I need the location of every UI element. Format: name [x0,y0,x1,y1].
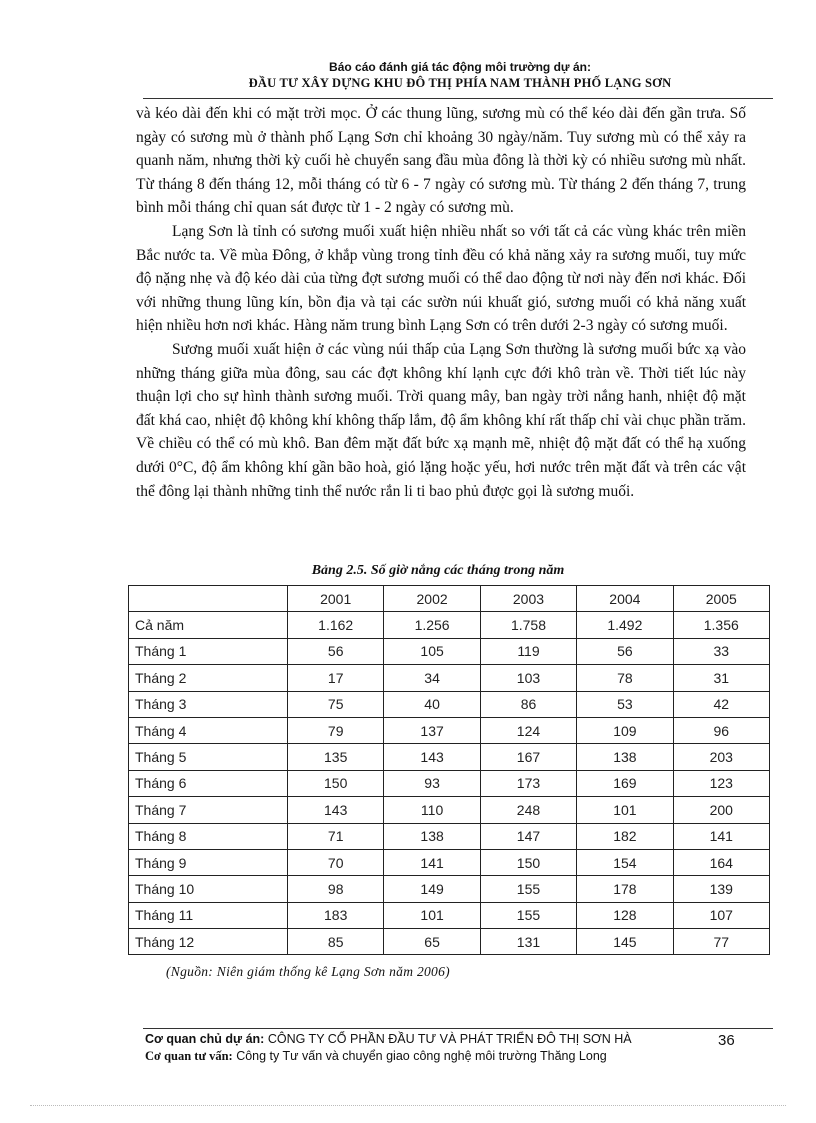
sunshine-hours-cell: 71 [288,823,384,849]
row-label: Cả năm [129,612,288,638]
sunshine-hours-cell: 155 [480,902,576,928]
sunshine-hours-cell: 139 [673,876,769,902]
year-header: 2005 [673,586,769,612]
sunshine-hours-cell: 75 [288,691,384,717]
sunshine-hours-cell: 145 [577,929,673,955]
row-label: Tháng 2 [129,665,288,691]
sunshine-hours-cell: 147 [480,823,576,849]
sunshine-hours-cell: 101 [577,797,673,823]
row-label: Tháng 3 [129,691,288,717]
sunshine-hours-cell: 1.162 [288,612,384,638]
sunshine-hours-cell: 138 [384,823,480,849]
footer-divider [143,1028,773,1029]
header-divider [143,98,773,99]
sunshine-hours-cell: 143 [288,797,384,823]
row-label: Tháng 10 [129,876,288,902]
sunshine-hours-cell: 77 [673,929,769,955]
sunshine-hours-cell: 103 [480,665,576,691]
sunshine-hours-cell: 1.356 [673,612,769,638]
sunshine-hours-cell: 200 [673,797,769,823]
footer-consultant-value: Công ty Tư vấn và chuyển giao công nghệ môi trường Thăng Long [236,1049,607,1063]
year-header: 2003 [480,586,576,612]
sunshine-hours-cell: 248 [480,797,576,823]
sunshine-hours-cell: 124 [480,717,576,743]
sunshine-hours-cell: 138 [577,744,673,770]
sunshine-hours-cell: 123 [673,770,769,796]
row-label: Tháng 9 [129,849,288,875]
row-label: Tháng 6 [129,770,288,796]
row-label: Tháng 8 [129,823,288,849]
table-row [129,797,770,823]
table-row [129,665,770,691]
sunshine-hours-cell: 105 [384,638,480,664]
sunshine-hours-cell: 155 [480,876,576,902]
table-row [129,823,770,849]
footer-owner-label: Cơ quan chủ dự án: [145,1032,265,1046]
page-bottom-dotted-rule [30,1105,786,1106]
row-label: Tháng 1 [129,638,288,664]
footer-consultant-label: Cơ quan tư vấn: [145,1049,233,1063]
sunshine-hours-cell: 119 [480,638,576,664]
page-footer [145,1031,775,1065]
sunshine-hours-cell: 34 [384,665,480,691]
sunshine-hours-cell: 17 [288,665,384,691]
sunshine-hours-cell: 1.256 [384,612,480,638]
table-row [129,717,770,743]
sunshine-hours-cell: 150 [288,770,384,796]
table-row [129,691,770,717]
sunshine-hours-cell: 154 [577,849,673,875]
sunshine-hours-cell: 141 [673,823,769,849]
sunshine-hours-cell: 203 [673,744,769,770]
sunshine-hours-cell: 109 [577,717,673,743]
sunshine-hours-cell: 33 [673,638,769,664]
row-label: Tháng 7 [129,797,288,823]
row-label: Tháng 12 [129,929,288,955]
paragraph-fog: và kéo dài đến khi có mặt trời mọc. Ở các thung lũng, sương mù có thể kéo dài đến gần trưa. Số ngày có sương mù ở thành phố Lạng Sơn chỉ khoảng 30 ngày/năm. Tuy sương mù có thể xảy ra quanh năm, nhưng thời kỳ cuối hè chuyển sang đầu mùa đông là thời kỳ có nhiều sương mù nhất. Từ tháng 8 đến tháng 12, mỗi tháng có từ 6 - 7 ngày có sương mù. Từ tháng 2 đến tháng 7, trung bình mỗi tháng chỉ quan sát được từ 1 - 2 ngày có sương mù. [136,105,746,217]
table-caption: Bảng 2.5. Số giờ nắng các tháng trong năm [311,563,565,578]
sunshine-hours-cell: 65 [384,929,480,955]
sunshine-hours-cell: 56 [288,638,384,664]
sunshine-hours-cell: 137 [384,717,480,743]
sunshine-hours-cell: 141 [384,849,480,875]
sunshine-hours-cell: 85 [288,929,384,955]
sunshine-hours-cell: 128 [577,902,673,928]
sunshine-hours-cell: 31 [673,665,769,691]
sunshine-hours-cell: 167 [480,744,576,770]
sunshine-hours-cell: 182 [577,823,673,849]
sunshine-hours-cell: 42 [673,691,769,717]
table-corner-cell [129,586,288,612]
sunshine-hours-cell: 70 [288,849,384,875]
sunshine-hours-cell: 110 [384,797,480,823]
table-row [129,612,770,638]
sunshine-hours-cell: 143 [384,744,480,770]
year-header: 2001 [288,586,384,612]
row-label: Tháng 4 [129,717,288,743]
table-row [129,638,770,664]
sunshine-hours-cell: 79 [288,717,384,743]
row-label: Tháng 11 [129,902,288,928]
sunshine-hours-cell: 101 [384,902,480,928]
footer-owner-value: CÔNG TY CỔ PHẦN ĐẦU TƯ VÀ PHÁT TRIỂN ĐÔ THỊ SƠN HÀ [267,1032,632,1046]
table-row [129,744,770,770]
sunshine-hours-cell: 131 [480,929,576,955]
table-row [129,929,770,955]
sunshine-hours-cell: 178 [577,876,673,902]
year-header: 2004 [577,586,673,612]
sunshine-hours-cell: 86 [480,691,576,717]
header-project-title: ĐẦU TƯ XÂY DỰNG KHU ĐÔ THỊ PHÍA NAM THÀNH PHỐ LẠNG SƠN [248,76,672,90]
sunshine-hours-cell: 164 [673,849,769,875]
header-report-title: Báo cáo đánh giá tác động môi trường dự án: [329,60,591,74]
table-row [129,876,770,902]
sunshine-hours-cell: 135 [288,744,384,770]
year-header: 2002 [384,586,480,612]
table-row [129,770,770,796]
paragraph-frost-frequency: Lạng Sơn là tỉnh có sương muối xuất hiện nhiều nhất so với tất cả các vùng khác trên miền Bắc nước ta. Về mùa Đông, ở khắp vùng trong tỉnh đều có khả năng xảy ra sương muối, tuy mức độ nặng nhẹ và độ kéo dài của từng đợt sương muối có thể dao động từ nơi này đến nơi khác. Đối với những thung lũng kín, bồn địa và tại các sườn núi khuất gió, sương muối có khả năng xuất hiện nhiều hơn nơi khác. Hàng năm trung bình Lạng Sơn có trên dưới 2-3 ngày có sương muối. [136,222,746,335]
paragraph-frost-formation: Sương muối xuất hiện ở các vùng núi thấp của Lạng Sơn thường là sương muối bức xạ vào những tháng giữa mùa đông, sau các đợt không khí lạnh cực đới khô tràn về. Thời tiết lúc này thuận lợi cho sự hình thành sương muối. Trời quang mây, ban ngày trời nắng hanh, nhiệt độ mặt đất khá cao, nhiệt độ không khí không thấp lắm, độ ẩm không khí rất thấp chỉ vài chục phần trăm. Về chiều có thể có mù khô. Ban đêm mặt đất bức xạ mạnh mẽ, nhiệt độ mặt đất có thể hạ xuống dưới 0°C, độ ẩm không khí gần bão hoà, gió lặng hoặc yếu, hơi nước trên mặt đất và trên các vật thể đông lại thành những tinh thể nước rắn li ti bao phủ được gọi là sương muối. [136,340,746,500]
sunshine-hours-cell: 78 [577,665,673,691]
sunshine-hours-cell: 183 [288,902,384,928]
sunshine-hours-cell: 40 [384,691,480,717]
sunshine-hours-cell: 56 [577,638,673,664]
sunshine-hours-cell: 53 [577,691,673,717]
table-header-row [129,586,770,612]
sunshine-hours-cell: 1.758 [480,612,576,638]
sunshine-hours-table [128,585,770,955]
page-number: 36 [718,1032,735,1049]
sunshine-hours-cell: 93 [384,770,480,796]
sunshine-hours-cell: 98 [288,876,384,902]
sunshine-hours-cell: 96 [673,717,769,743]
page-header [150,60,770,92]
table-row [129,902,770,928]
sunshine-hours-cell: 1.492 [577,612,673,638]
table-row [129,849,770,875]
sunshine-hours-cell: 173 [480,770,576,796]
sunshine-hours-cell: 149 [384,876,480,902]
sunshine-hours-cell: 150 [480,849,576,875]
sunshine-hours-cell: 107 [673,902,769,928]
row-label: Tháng 5 [129,744,288,770]
table-source-note: (Nguồn: Niên giám thống kê Lạng Sơn năm 2006) [166,964,450,979]
sunshine-hours-cell: 169 [577,770,673,796]
document-body [136,102,746,503]
